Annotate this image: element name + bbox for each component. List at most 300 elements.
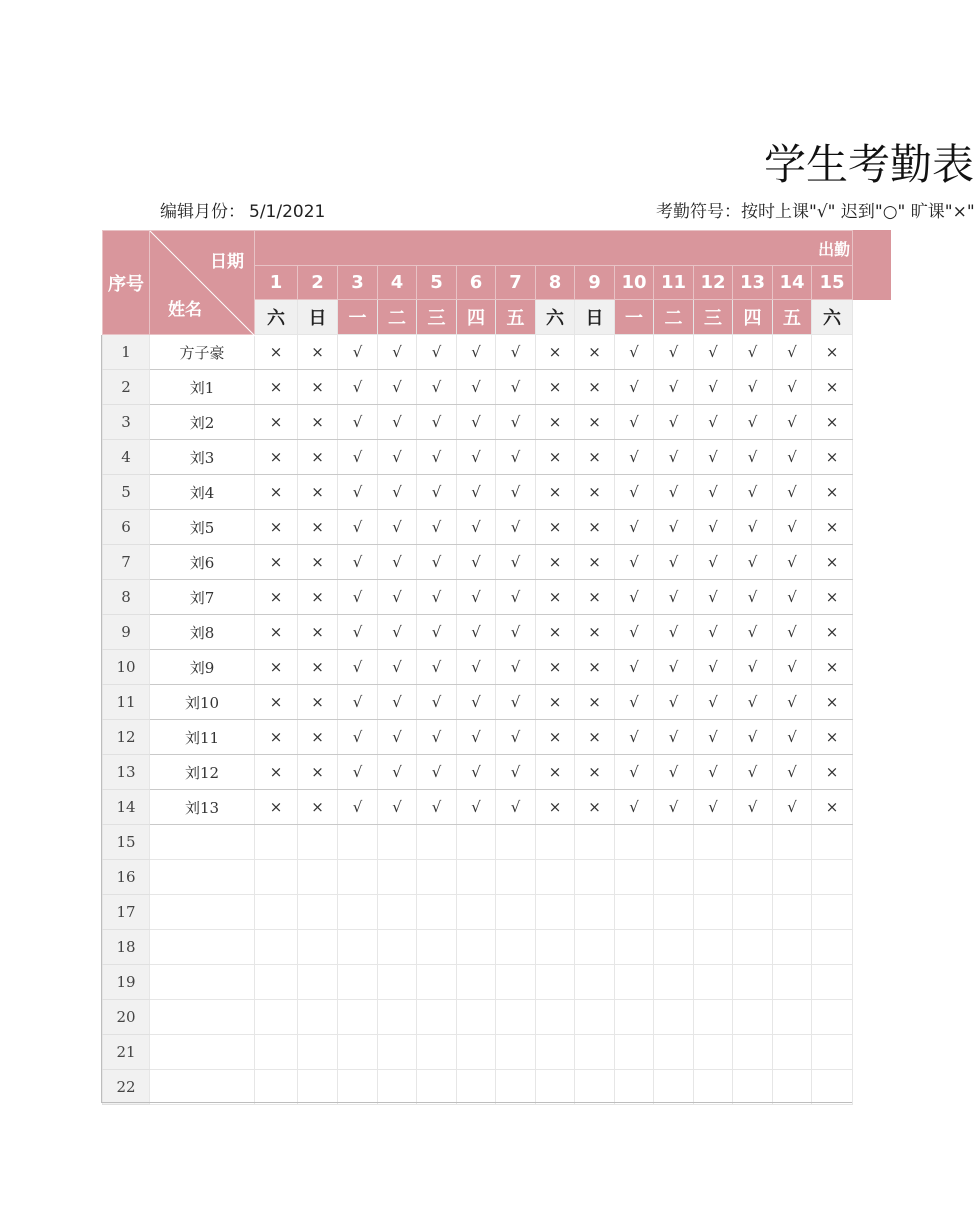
attendance-mark-cell[interactable]: √	[773, 545, 812, 580]
attendance-mark-cell[interactable]: ×	[575, 370, 615, 405]
attendance-mark-cell[interactable]	[694, 1000, 733, 1035]
attendance-mark-cell[interactable]: √	[417, 720, 457, 755]
attendance-mark-cell[interactable]: √	[615, 580, 654, 615]
attendance-mark-cell[interactable]: √	[694, 510, 733, 545]
attendance-mark-cell[interactable]: ×	[812, 440, 853, 475]
attendance-mark-cell[interactable]: √	[457, 475, 496, 510]
attendance-mark-cell[interactable]: ×	[255, 615, 298, 650]
attendance-mark-cell[interactable]: ×	[536, 405, 575, 440]
attendance-mark-cell[interactable]: √	[457, 580, 496, 615]
attendance-mark-cell[interactable]: √	[338, 580, 378, 615]
attendance-mark-cell[interactable]: √	[654, 720, 694, 755]
attendance-mark-cell[interactable]	[457, 930, 496, 965]
attendance-mark-cell[interactable]	[378, 825, 417, 860]
attendance-mark-cell[interactable]: √	[733, 475, 773, 510]
attendance-mark-cell[interactable]: √	[773, 720, 812, 755]
student-name-cell[interactable]	[150, 825, 255, 860]
attendance-mark-cell[interactable]	[457, 1035, 496, 1070]
attendance-mark-cell[interactable]: ×	[255, 650, 298, 685]
attendance-mark-cell[interactable]: ×	[812, 405, 853, 440]
student-name-cell[interactable]: 刘12	[150, 755, 255, 790]
student-name-cell[interactable]: 刘8	[150, 615, 255, 650]
attendance-mark-cell[interactable]: ×	[536, 510, 575, 545]
attendance-mark-cell[interactable]: √	[457, 615, 496, 650]
attendance-mark-cell[interactable]	[536, 1035, 575, 1070]
attendance-mark-cell[interactable]: √	[496, 650, 536, 685]
attendance-mark-cell[interactable]: ×	[298, 510, 338, 545]
attendance-mark-cell[interactable]	[694, 1035, 733, 1070]
attendance-mark-cell[interactable]: √	[496, 335, 536, 370]
attendance-mark-cell[interactable]: √	[338, 720, 378, 755]
attendance-mark-cell[interactable]: √	[496, 790, 536, 825]
attendance-mark-cell[interactable]	[496, 825, 536, 860]
attendance-mark-cell[interactable]: ×	[575, 650, 615, 685]
attendance-mark-cell[interactable]	[812, 965, 853, 1000]
attendance-mark-cell[interactable]	[378, 1070, 417, 1105]
attendance-mark-cell[interactable]: √	[457, 790, 496, 825]
attendance-mark-cell[interactable]: √	[733, 510, 773, 545]
attendance-mark-cell[interactable]: √	[417, 650, 457, 685]
attendance-mark-cell[interactable]	[654, 1035, 694, 1070]
attendance-mark-cell[interactable]: √	[733, 790, 773, 825]
attendance-mark-cell[interactable]: ×	[812, 370, 853, 405]
attendance-mark-cell[interactable]	[654, 895, 694, 930]
attendance-mark-cell[interactable]: √	[733, 545, 773, 580]
attendance-mark-cell[interactable]: √	[773, 755, 812, 790]
attendance-mark-cell[interactable]: √	[378, 650, 417, 685]
attendance-mark-cell[interactable]: ×	[298, 405, 338, 440]
attendance-mark-cell[interactable]	[733, 895, 773, 930]
attendance-mark-cell[interactable]: ×	[255, 580, 298, 615]
attendance-mark-cell[interactable]	[417, 965, 457, 1000]
attendance-mark-cell[interactable]: √	[378, 370, 417, 405]
student-name-cell[interactable]: 刘10	[150, 685, 255, 720]
attendance-mark-cell[interactable]: √	[694, 650, 733, 685]
attendance-mark-cell[interactable]: √	[733, 650, 773, 685]
attendance-mark-cell[interactable]: ×	[812, 650, 853, 685]
attendance-mark-cell[interactable]	[378, 1035, 417, 1070]
attendance-mark-cell[interactable]: √	[615, 545, 654, 580]
attendance-mark-cell[interactable]: ×	[812, 720, 853, 755]
attendance-mark-cell[interactable]	[255, 930, 298, 965]
attendance-mark-cell[interactable]	[812, 860, 853, 895]
student-name-cell[interactable]: 刘1	[150, 370, 255, 405]
attendance-mark-cell[interactable]	[615, 895, 654, 930]
attendance-mark-cell[interactable]	[733, 1070, 773, 1105]
attendance-mark-cell[interactable]: √	[378, 405, 417, 440]
attendance-mark-cell[interactable]: ×	[298, 650, 338, 685]
attendance-mark-cell[interactable]: √	[654, 475, 694, 510]
attendance-mark-cell[interactable]: √	[378, 720, 417, 755]
attendance-mark-cell[interactable]	[378, 860, 417, 895]
attendance-mark-cell[interactable]: ×	[255, 720, 298, 755]
attendance-mark-cell[interactable]	[773, 1070, 812, 1105]
attendance-mark-cell[interactable]: ×	[536, 755, 575, 790]
attendance-mark-cell[interactable]	[338, 965, 378, 1000]
attendance-mark-cell[interactable]	[457, 860, 496, 895]
attendance-mark-cell[interactable]: ×	[255, 545, 298, 580]
attendance-mark-cell[interactable]: √	[457, 685, 496, 720]
attendance-mark-cell[interactable]: √	[338, 615, 378, 650]
attendance-mark-cell[interactable]: ×	[298, 685, 338, 720]
attendance-mark-cell[interactable]: ×	[536, 440, 575, 475]
student-name-cell[interactable]: 刘13	[150, 790, 255, 825]
attendance-mark-cell[interactable]: √	[615, 335, 654, 370]
student-name-cell[interactable]: 刘4	[150, 475, 255, 510]
attendance-mark-cell[interactable]: √	[417, 790, 457, 825]
attendance-mark-cell[interactable]: ×	[298, 790, 338, 825]
attendance-mark-cell[interactable]: √	[457, 405, 496, 440]
attendance-mark-cell[interactable]	[457, 895, 496, 930]
attendance-mark-cell[interactable]	[654, 860, 694, 895]
attendance-mark-cell[interactable]	[694, 860, 733, 895]
attendance-mark-cell[interactable]: ×	[255, 370, 298, 405]
attendance-mark-cell[interactable]: √	[615, 475, 654, 510]
attendance-mark-cell[interactable]	[298, 1000, 338, 1035]
attendance-mark-cell[interactable]	[733, 1000, 773, 1035]
attendance-mark-cell[interactable]: √	[654, 580, 694, 615]
attendance-mark-cell[interactable]: √	[338, 790, 378, 825]
attendance-mark-cell[interactable]: ×	[575, 475, 615, 510]
attendance-mark-cell[interactable]: ×	[298, 580, 338, 615]
attendance-mark-cell[interactable]	[654, 1000, 694, 1035]
student-name-cell[interactable]	[150, 1070, 255, 1105]
attendance-mark-cell[interactable]: √	[654, 440, 694, 475]
attendance-mark-cell[interactable]	[338, 825, 378, 860]
attendance-mark-cell[interactable]: √	[615, 405, 654, 440]
attendance-mark-cell[interactable]	[457, 1070, 496, 1105]
attendance-mark-cell[interactable]	[255, 965, 298, 1000]
student-name-cell[interactable]	[150, 895, 255, 930]
attendance-mark-cell[interactable]: √	[694, 580, 733, 615]
attendance-mark-cell[interactable]: √	[733, 720, 773, 755]
attendance-mark-cell[interactable]: √	[338, 405, 378, 440]
attendance-mark-cell[interactable]	[536, 930, 575, 965]
attendance-mark-cell[interactable]: ×	[575, 580, 615, 615]
attendance-mark-cell[interactable]	[812, 1000, 853, 1035]
attendance-mark-cell[interactable]	[733, 860, 773, 895]
attendance-mark-cell[interactable]	[255, 825, 298, 860]
attendance-mark-cell[interactable]: ×	[812, 545, 853, 580]
attendance-mark-cell[interactable]: √	[694, 685, 733, 720]
attendance-mark-cell[interactable]	[812, 895, 853, 930]
attendance-mark-cell[interactable]: ×	[536, 335, 575, 370]
attendance-mark-cell[interactable]: √	[694, 720, 733, 755]
attendance-mark-cell[interactable]	[733, 825, 773, 860]
attendance-mark-cell[interactable]	[338, 1000, 378, 1035]
attendance-mark-cell[interactable]: ×	[536, 580, 575, 615]
attendance-mark-cell[interactable]: √	[378, 685, 417, 720]
attendance-mark-cell[interactable]: √	[733, 580, 773, 615]
attendance-mark-cell[interactable]	[694, 965, 733, 1000]
attendance-mark-cell[interactable]	[812, 1035, 853, 1070]
attendance-mark-cell[interactable]: √	[694, 335, 733, 370]
attendance-mark-cell[interactable]	[298, 825, 338, 860]
attendance-mark-cell[interactable]: ×	[298, 440, 338, 475]
attendance-mark-cell[interactable]: √	[417, 405, 457, 440]
attendance-mark-cell[interactable]	[536, 860, 575, 895]
attendance-mark-cell[interactable]: ×	[536, 790, 575, 825]
attendance-mark-cell[interactable]: ×	[255, 335, 298, 370]
attendance-mark-cell[interactable]	[496, 1035, 536, 1070]
attendance-mark-cell[interactable]	[575, 1035, 615, 1070]
attendance-mark-cell[interactable]: √	[338, 440, 378, 475]
attendance-mark-cell[interactable]: √	[417, 335, 457, 370]
attendance-mark-cell[interactable]: √	[694, 440, 733, 475]
attendance-mark-cell[interactable]	[457, 1000, 496, 1035]
attendance-mark-cell[interactable]: √	[417, 615, 457, 650]
student-name-cell[interactable]	[150, 1000, 255, 1035]
attendance-mark-cell[interactable]	[773, 965, 812, 1000]
attendance-mark-cell[interactable]	[338, 895, 378, 930]
attendance-mark-cell[interactable]: √	[457, 440, 496, 475]
attendance-mark-cell[interactable]: ×	[812, 475, 853, 510]
attendance-mark-cell[interactable]	[417, 1000, 457, 1035]
attendance-mark-cell[interactable]: √	[378, 440, 417, 475]
attendance-mark-cell[interactable]: √	[615, 370, 654, 405]
attendance-mark-cell[interactable]: √	[694, 615, 733, 650]
attendance-mark-cell[interactable]	[496, 930, 536, 965]
attendance-mark-cell[interactable]: ×	[575, 405, 615, 440]
attendance-mark-cell[interactable]: ×	[255, 440, 298, 475]
attendance-mark-cell[interactable]: √	[773, 440, 812, 475]
attendance-mark-cell[interactable]: √	[654, 370, 694, 405]
attendance-mark-cell[interactable]: √	[773, 615, 812, 650]
attendance-mark-cell[interactable]: √	[338, 685, 378, 720]
attendance-mark-cell[interactable]: √	[378, 755, 417, 790]
attendance-mark-cell[interactable]: √	[773, 685, 812, 720]
attendance-mark-cell[interactable]: √	[496, 720, 536, 755]
attendance-mark-cell[interactable]: ×	[575, 685, 615, 720]
attendance-mark-cell[interactable]: √	[417, 580, 457, 615]
attendance-mark-cell[interactable]	[338, 930, 378, 965]
attendance-mark-cell[interactable]	[536, 1000, 575, 1035]
attendance-mark-cell[interactable]: ×	[536, 720, 575, 755]
attendance-mark-cell[interactable]: √	[654, 790, 694, 825]
attendance-mark-cell[interactable]	[255, 860, 298, 895]
attendance-mark-cell[interactable]	[378, 895, 417, 930]
attendance-mark-cell[interactable]	[457, 965, 496, 1000]
attendance-mark-cell[interactable]	[338, 860, 378, 895]
attendance-mark-cell[interactable]	[457, 825, 496, 860]
attendance-mark-cell[interactable]	[298, 965, 338, 1000]
attendance-mark-cell[interactable]: ×	[812, 580, 853, 615]
attendance-mark-cell[interactable]: √	[338, 370, 378, 405]
attendance-mark-cell[interactable]	[694, 1070, 733, 1105]
attendance-mark-cell[interactable]	[496, 1000, 536, 1035]
attendance-mark-cell[interactable]	[298, 1070, 338, 1105]
attendance-mark-cell[interactable]: √	[457, 335, 496, 370]
attendance-mark-cell[interactable]: ×	[255, 685, 298, 720]
attendance-mark-cell[interactable]	[417, 930, 457, 965]
attendance-mark-cell[interactable]	[298, 895, 338, 930]
attendance-mark-cell[interactable]	[654, 930, 694, 965]
attendance-mark-cell[interactable]: √	[417, 755, 457, 790]
attendance-mark-cell[interactable]: √	[496, 755, 536, 790]
attendance-mark-cell[interactable]: √	[457, 755, 496, 790]
attendance-mark-cell[interactable]	[496, 1070, 536, 1105]
attendance-mark-cell[interactable]: ×	[298, 545, 338, 580]
student-name-cell[interactable]: 刘3	[150, 440, 255, 475]
attendance-mark-cell[interactable]	[298, 930, 338, 965]
attendance-mark-cell[interactable]: √	[496, 405, 536, 440]
attendance-mark-cell[interactable]	[338, 1035, 378, 1070]
attendance-mark-cell[interactable]: √	[378, 510, 417, 545]
attendance-mark-cell[interactable]: √	[694, 370, 733, 405]
attendance-mark-cell[interactable]: √	[338, 335, 378, 370]
attendance-mark-cell[interactable]	[417, 895, 457, 930]
edit-month-value[interactable]: 5/1/2021	[249, 202, 326, 222]
attendance-mark-cell[interactable]	[694, 930, 733, 965]
attendance-mark-cell[interactable]: √	[694, 545, 733, 580]
attendance-mark-cell[interactable]: √	[694, 790, 733, 825]
attendance-mark-cell[interactable]: √	[773, 370, 812, 405]
attendance-mark-cell[interactable]: √	[457, 510, 496, 545]
attendance-mark-cell[interactable]	[654, 825, 694, 860]
attendance-mark-cell[interactable]	[417, 825, 457, 860]
attendance-mark-cell[interactable]	[575, 930, 615, 965]
attendance-mark-cell[interactable]: √	[338, 755, 378, 790]
attendance-mark-cell[interactable]: √	[338, 545, 378, 580]
attendance-mark-cell[interactable]: ×	[812, 615, 853, 650]
attendance-mark-cell[interactable]: √	[496, 580, 536, 615]
student-name-cell[interactable]: 方子豪	[150, 335, 255, 370]
attendance-mark-cell[interactable]: ×	[812, 685, 853, 720]
attendance-mark-cell[interactable]: ×	[575, 440, 615, 475]
attendance-mark-cell[interactable]	[298, 860, 338, 895]
attendance-mark-cell[interactable]: √	[615, 685, 654, 720]
attendance-mark-cell[interactable]: ×	[812, 755, 853, 790]
attendance-mark-cell[interactable]	[536, 965, 575, 1000]
attendance-mark-cell[interactable]: √	[773, 650, 812, 685]
attendance-mark-cell[interactable]	[496, 895, 536, 930]
attendance-mark-cell[interactable]	[298, 1035, 338, 1070]
attendance-mark-cell[interactable]	[812, 930, 853, 965]
attendance-mark-cell[interactable]: √	[773, 790, 812, 825]
student-name-cell[interactable]	[150, 1035, 255, 1070]
attendance-mark-cell[interactable]	[575, 965, 615, 1000]
attendance-mark-cell[interactable]: √	[733, 370, 773, 405]
attendance-mark-cell[interactable]: √	[417, 510, 457, 545]
attendance-mark-cell[interactable]: ×	[536, 370, 575, 405]
attendance-mark-cell[interactable]: ×	[536, 615, 575, 650]
attendance-mark-cell[interactable]: √	[773, 405, 812, 440]
attendance-mark-cell[interactable]: √	[615, 615, 654, 650]
attendance-mark-cell[interactable]	[773, 825, 812, 860]
attendance-mark-cell[interactable]: ×	[298, 615, 338, 650]
attendance-mark-cell[interactable]	[378, 930, 417, 965]
attendance-mark-cell[interactable]: ×	[575, 615, 615, 650]
attendance-mark-cell[interactable]: √	[417, 545, 457, 580]
student-name-cell[interactable]: 刘7	[150, 580, 255, 615]
attendance-mark-cell[interactable]: ×	[255, 755, 298, 790]
attendance-mark-cell[interactable]: ×	[575, 545, 615, 580]
attendance-mark-cell[interactable]	[575, 825, 615, 860]
attendance-mark-cell[interactable]	[575, 860, 615, 895]
attendance-mark-cell[interactable]: √	[654, 685, 694, 720]
attendance-mark-cell[interactable]: √	[496, 440, 536, 475]
attendance-mark-cell[interactable]: √	[338, 475, 378, 510]
student-name-cell[interactable]	[150, 860, 255, 895]
attendance-mark-cell[interactable]: √	[733, 440, 773, 475]
attendance-mark-cell[interactable]: √	[615, 755, 654, 790]
attendance-mark-cell[interactable]	[773, 1000, 812, 1035]
attendance-mark-cell[interactable]: ×	[575, 335, 615, 370]
attendance-mark-cell[interactable]: √	[496, 370, 536, 405]
attendance-mark-cell[interactable]: ×	[536, 650, 575, 685]
attendance-mark-cell[interactable]	[536, 895, 575, 930]
attendance-mark-cell[interactable]: √	[417, 370, 457, 405]
attendance-mark-cell[interactable]: √	[417, 475, 457, 510]
attendance-mark-cell[interactable]: ×	[298, 755, 338, 790]
attendance-mark-cell[interactable]: √	[496, 685, 536, 720]
attendance-mark-cell[interactable]: ×	[812, 790, 853, 825]
attendance-mark-cell[interactable]: √	[378, 545, 417, 580]
attendance-mark-cell[interactable]: ×	[812, 335, 853, 370]
attendance-mark-cell[interactable]: √	[694, 405, 733, 440]
attendance-mark-cell[interactable]: ×	[575, 790, 615, 825]
attendance-mark-cell[interactable]: √	[338, 510, 378, 545]
attendance-mark-cell[interactable]: √	[733, 615, 773, 650]
attendance-mark-cell[interactable]	[496, 860, 536, 895]
student-name-cell[interactable]	[150, 965, 255, 1000]
attendance-mark-cell[interactable]: ×	[575, 720, 615, 755]
attendance-mark-cell[interactable]: √	[496, 475, 536, 510]
student-name-cell[interactable]: 刘2	[150, 405, 255, 440]
attendance-mark-cell[interactable]: √	[417, 685, 457, 720]
attendance-mark-cell[interactable]: √	[654, 335, 694, 370]
attendance-mark-cell[interactable]	[812, 825, 853, 860]
attendance-mark-cell[interactable]: √	[654, 650, 694, 685]
attendance-mark-cell[interactable]: ×	[575, 755, 615, 790]
attendance-mark-cell[interactable]: √	[773, 510, 812, 545]
attendance-mark-cell[interactable]	[536, 825, 575, 860]
attendance-mark-cell[interactable]	[615, 1000, 654, 1035]
attendance-mark-cell[interactable]	[773, 860, 812, 895]
attendance-mark-cell[interactable]: √	[496, 510, 536, 545]
attendance-mark-cell[interactable]	[733, 965, 773, 1000]
attendance-mark-cell[interactable]	[575, 895, 615, 930]
attendance-mark-cell[interactable]	[654, 1070, 694, 1105]
attendance-mark-cell[interactable]	[773, 1035, 812, 1070]
attendance-mark-cell[interactable]: √	[338, 650, 378, 685]
attendance-mark-cell[interactable]	[338, 1070, 378, 1105]
attendance-mark-cell[interactable]: √	[378, 475, 417, 510]
attendance-mark-cell[interactable]: √	[378, 335, 417, 370]
attendance-mark-cell[interactable]: √	[615, 790, 654, 825]
student-name-cell[interactable]: 刘11	[150, 720, 255, 755]
attendance-mark-cell[interactable]	[496, 965, 536, 1000]
attendance-mark-cell[interactable]	[733, 930, 773, 965]
attendance-mark-cell[interactable]: √	[694, 475, 733, 510]
attendance-mark-cell[interactable]	[615, 1035, 654, 1070]
attendance-mark-cell[interactable]: √	[733, 335, 773, 370]
attendance-mark-cell[interactable]	[536, 1070, 575, 1105]
attendance-mark-cell[interactable]: ×	[812, 510, 853, 545]
attendance-mark-cell[interactable]: ×	[298, 370, 338, 405]
attendance-mark-cell[interactable]	[255, 1070, 298, 1105]
attendance-mark-cell[interactable]: ×	[536, 545, 575, 580]
attendance-mark-cell[interactable]: √	[417, 440, 457, 475]
attendance-mark-cell[interactable]: √	[733, 755, 773, 790]
attendance-mark-cell[interactable]: √	[733, 405, 773, 440]
attendance-mark-cell[interactable]	[694, 825, 733, 860]
attendance-mark-cell[interactable]: √	[496, 615, 536, 650]
attendance-mark-cell[interactable]: ×	[298, 720, 338, 755]
student-name-cell[interactable]: 刘5	[150, 510, 255, 545]
attendance-mark-cell[interactable]: ×	[255, 510, 298, 545]
attendance-mark-cell[interactable]	[255, 1000, 298, 1035]
